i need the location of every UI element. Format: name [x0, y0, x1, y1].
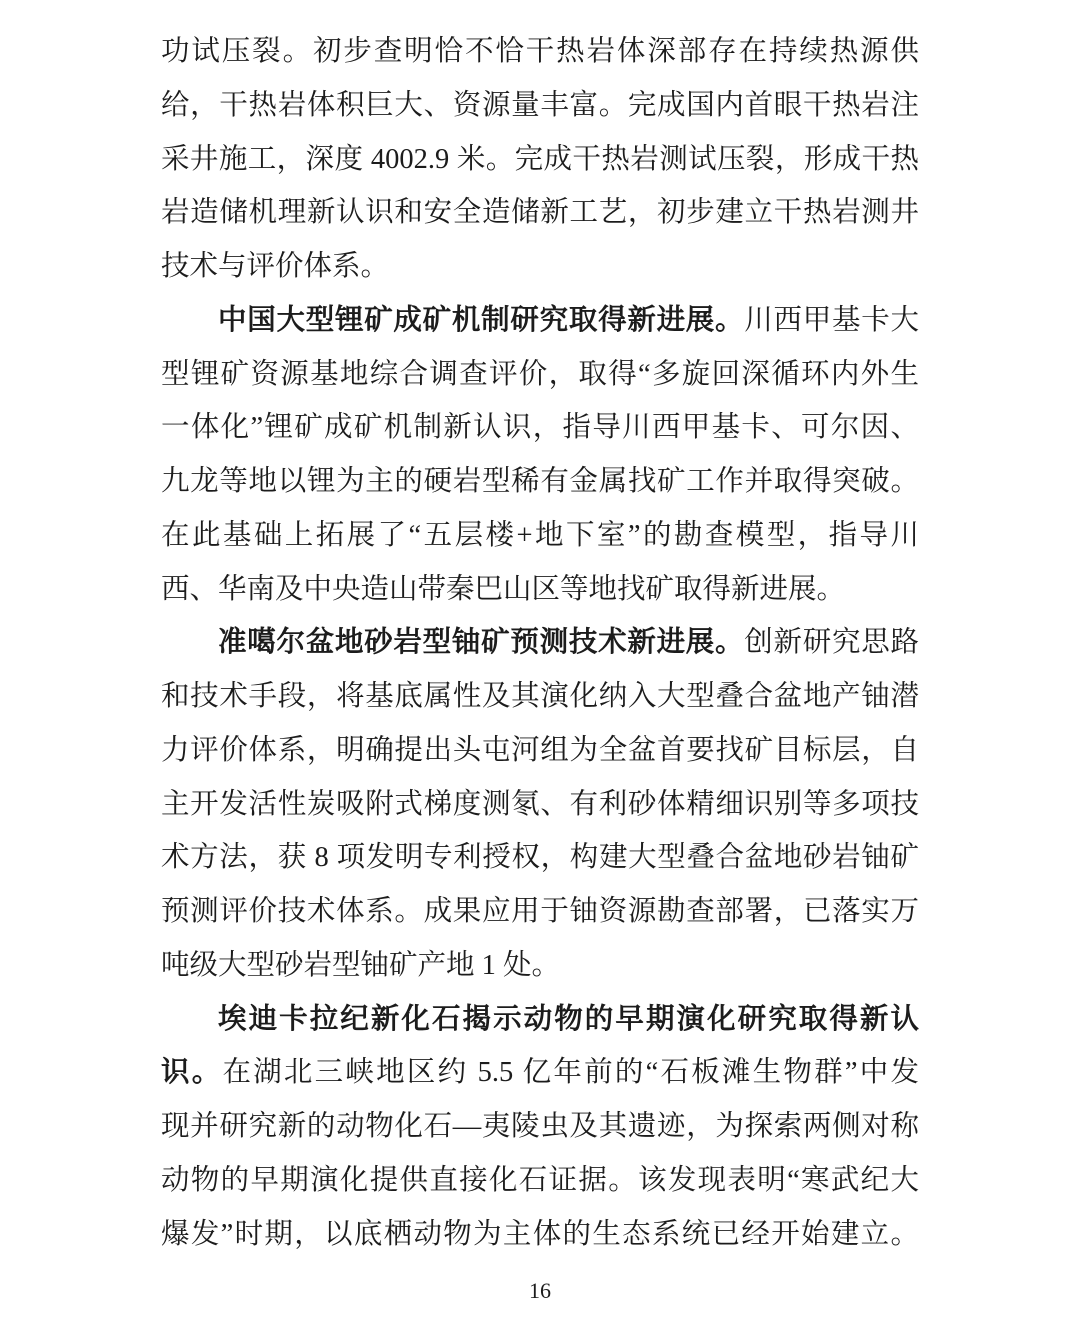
text-line — [161, 724, 919, 778]
text-line — [161, 563, 919, 617]
page-number: 16 — [529, 1278, 551, 1303]
text-segment: 型锂矿资源基地综合调查评价，取得“多旋回深循环内外生 — [161, 358, 919, 390]
text-line — [161, 885, 919, 939]
heading-segment: 中国大型锂矿成矿机制研究取得新进展。 — [218, 304, 745, 336]
document-body — [161, 25, 919, 1261]
heading-segment: 埃迪卡拉纪新化石揭示动物的早期演化研究取得新认 — [218, 1003, 919, 1035]
text-line — [161, 348, 919, 402]
text-line — [161, 294, 919, 348]
text-segment: 和技术手段，将基底属性及其演化纳入大型叠合盆地产铀潜 — [161, 681, 919, 712]
text-segment: 爆发”时期，以底栖动物为主体的生态系统已经开始建立。 — [161, 1218, 919, 1250]
text-line — [161, 1154, 919, 1208]
text-segment: 在此基础上拓展了“五层楼+地下室”的勘查模型，指导川 — [161, 519, 919, 551]
text-line — [161, 1046, 919, 1100]
text-line — [161, 186, 919, 240]
text-line — [161, 670, 919, 724]
text-line — [161, 616, 919, 670]
text-line — [161, 509, 919, 563]
text-line — [161, 401, 919, 455]
text-line — [161, 133, 919, 187]
text-line — [161, 240, 919, 294]
text-segment: 吨级大型砂岩型铀矿产地 1 处。 — [161, 949, 561, 981]
text-segment: 九龙等地以锂为主的硬岩型稀有金属找矿工作并取得突破。 — [161, 466, 919, 497]
heading-segment: 准噶尔盆地砂岩型铀矿预测技术新进展。 — [218, 627, 745, 659]
text-line — [161, 778, 919, 832]
text-segment: 动物的早期演化提供直接化石证据。该发现表明“寒武纪大 — [161, 1164, 919, 1196]
text-segment: 现并研究新的动物化石—夷陵虫及其遗迹，为探索两侧对称 — [161, 1111, 919, 1142]
text-line — [161, 939, 919, 993]
text-segment: 创新研究思路 — [744, 627, 919, 659]
text-segment: 川西甲基卡大 — [744, 304, 919, 336]
text-line — [161, 1100, 919, 1154]
text-segment: 力评价体系，明确提出头屯河组为全盆首要找矿目标层，自 — [161, 734, 919, 766]
text-line — [161, 993, 919, 1047]
heading-segment: 识。 — [161, 1057, 223, 1089]
text-line — [161, 455, 919, 509]
text-line — [161, 1208, 919, 1262]
text-segment: 采井施工，深度 4002.9 米。完成干热岩测试压裂，形成干热 — [161, 143, 919, 175]
text-segment: 在湖北三峡地区约 5.5 亿年前的“石板滩生物群”中发 — [222, 1057, 919, 1089]
text-segment: 西、华南及中央造山带秦巴山区等地找矿取得新进展。 — [161, 573, 846, 605]
text-line — [161, 79, 919, 133]
text-segment: 技术与评价体系。 — [161, 251, 390, 282]
text-line — [161, 25, 919, 79]
text-segment: 岩造储机理新认识和安全造储新工艺，初步建立干热岩测井 — [161, 197, 919, 229]
text-segment: 预测评价技术体系。成果应用于铀资源勘查部署，已落实万 — [161, 896, 919, 927]
text-line — [161, 831, 919, 885]
text-segment: 术方法，获 8 项发明专利授权，构建大型叠合盆地砂岩铀矿 — [161, 842, 919, 874]
text-segment: 一体化”锂矿成矿机制新认识，指导川西甲基卡、可尔因、 — [161, 412, 919, 444]
text-segment: 功试压裂。初步查明恰不恰干热岩体深部存在持续热源供 — [161, 36, 919, 67]
text-segment: 给，干热岩体积巨大、资源量丰富。完成国内首眼干热岩注 — [161, 89, 919, 121]
text-segment: 主开发活性炭吸附式梯度测氡、有利砂体精细识别等多项技 — [161, 788, 919, 820]
